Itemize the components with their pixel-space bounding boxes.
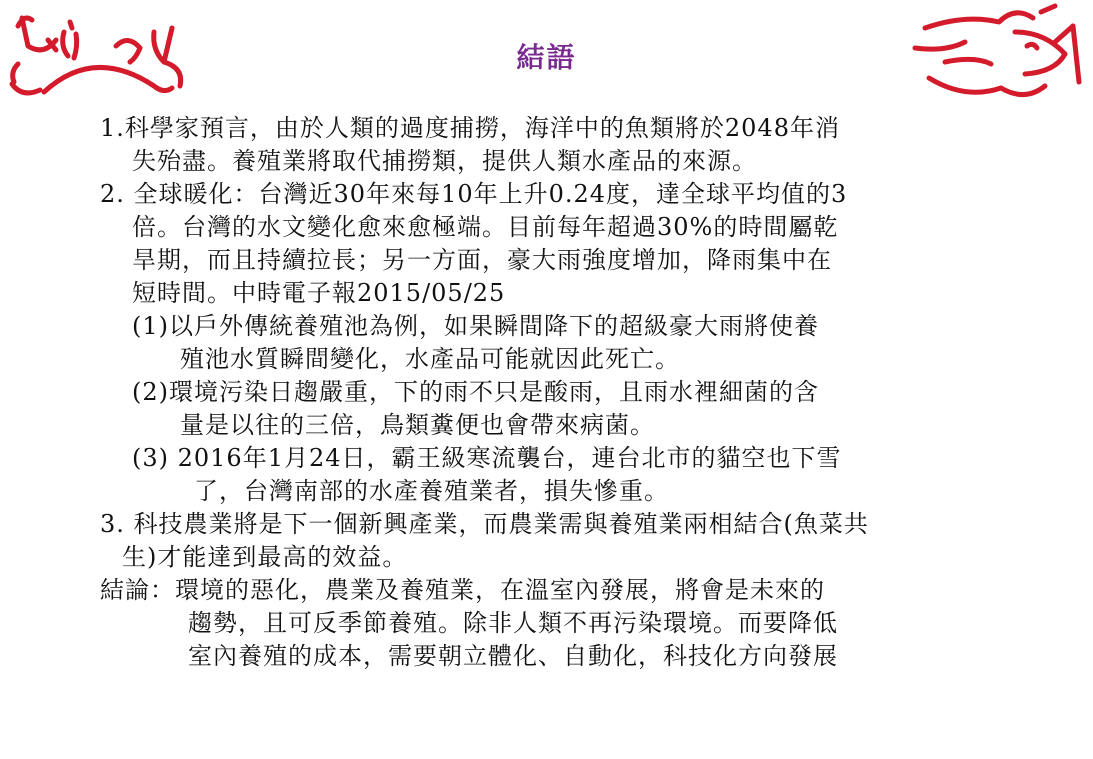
text-line: 室內養殖的成本，需要朝立體化、自動化，科技化方向發展 [188,642,838,670]
text-line: 量是以往的三倍，鳥類糞便也會帶來病菌。 [180,411,655,439]
text-line: (2)環境污染日趨嚴重，下的雨不只是酸雨，且雨水裡細菌的含 [132,378,819,406]
text-line: 短時間。中時電子報2015/05/25 [132,279,506,307]
text-line: 生)才能達到最高的效益。 [122,543,408,571]
text-line: 趨勢，且可反季節養殖。除非人類不再污染環境。而要降低 [188,609,838,637]
text-line: 了，台灣南部的水產養殖業者，損失慘重。 [194,477,669,505]
text-line: (1)以戶外傳統養殖池為例，如果瞬間降下的超級豪大雨將使養 [132,312,819,340]
text-line: 1.科學家預言，由於人類的過度捕撈，海洋中的魚類將於2048年消 [100,114,840,142]
slide-title: 結語 [516,41,577,74]
slide-body [100,112,1060,673]
text-line: 失殆盡。養殖業將取代捕撈類，提供人類水產品的來源。 [132,147,757,175]
text-line: 3. 科技農業將是下一個新興產業，而農業需與養殖業兩相結合(魚菜共 [100,510,869,538]
text-line: 旱期，而且持續拉長；另一方面，豪大雨強度增加，降雨集中在 [132,246,832,274]
text-line: 結論：環境的惡化，農業及養殖業，在溫室內發展，將會是未來的 [100,576,825,604]
text-line: (3) 2016年1月24日，霸王級寒流襲台，連台北市的貓空也下雪 [132,444,842,472]
text-line: 殖池水質瞬間變化，水產品可能就因此死亡。 [180,345,680,373]
text-line: 倍。台灣的水文變化愈來愈極端。目前每年超過30%的時間屬乾 [132,213,839,241]
text-line: 2. 全球暖化：台灣近30年來每10年上升0.24度，達全球平均值的3 [100,180,848,208]
